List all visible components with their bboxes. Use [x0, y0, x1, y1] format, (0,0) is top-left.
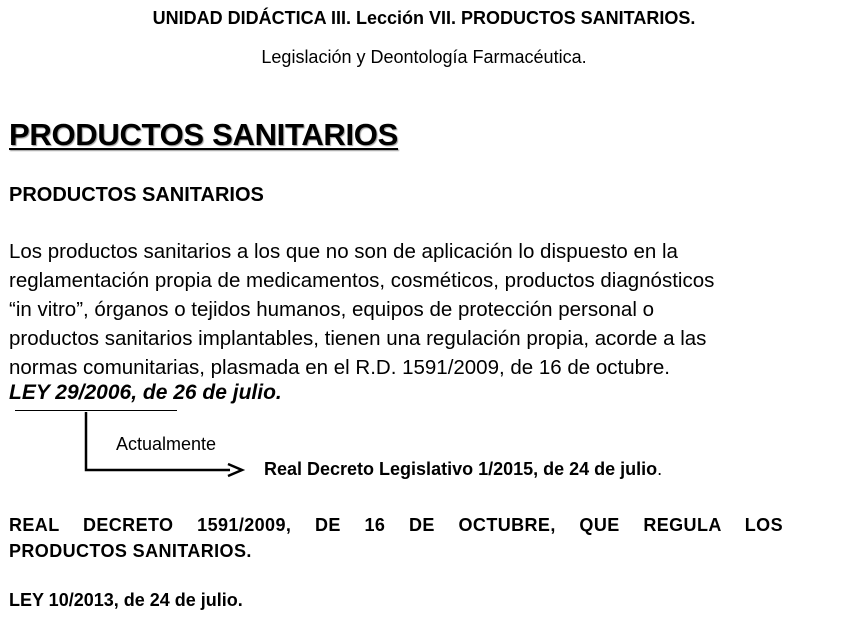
- paragraph-line: normas comunitarias, plasmada en el R.D. 1591/2009, de 16 de octubre.: [9, 356, 670, 379]
- paragraph-line: “in vitro”, órganos o tejidos humanos, equipos de protección personal o: [9, 298, 654, 321]
- paragraph-line: Los productos sanitarios a los que no son de aplicación lo dispuesto en la: [9, 240, 678, 263]
- intro-paragraph: [9, 237, 839, 382]
- law-29-2006-title: LEY 29/2006, de 26 de julio.: [9, 381, 282, 404]
- current-law-period: .: [657, 459, 663, 479]
- current-law-name: Real Decreto Legislativo 1/2015, de 24 de julio: [264, 459, 658, 479]
- paragraph-line: productos sanitarios implantables, tienen una regulación propia, acorde a las: [9, 327, 707, 350]
- decree-title-line: REAL DECRETO 1591/2009, DE 16 DE OCTUBRE, QUE REGULA LOS: [9, 515, 783, 535]
- law-10-2013-title: LEY 10/2013, de 24 de julio.: [9, 590, 243, 610]
- currently-label: Actualmente: [116, 434, 217, 454]
- document-header-subtitle: Legislación y Deontología Farmacéutica.: [261, 47, 587, 67]
- document-header-title: UNIDAD DIDÁCTICA III. Lección VII. PRODUCTOS SANITARIOS.: [152, 8, 696, 28]
- paragraph-line: reglamentación propia de medicamentos, cosméticos, productos diagnósticos: [9, 269, 715, 292]
- current-law-text: [264, 459, 662, 480]
- decree-title-line: PRODUCTOS SANITARIOS.: [9, 541, 252, 561]
- main-title: PRODUCTOS SANITARIOS: [9, 117, 398, 152]
- section-heading: PRODUCTOS SANITARIOS: [9, 184, 264, 206]
- decree-1591-2009-title: [9, 512, 783, 564]
